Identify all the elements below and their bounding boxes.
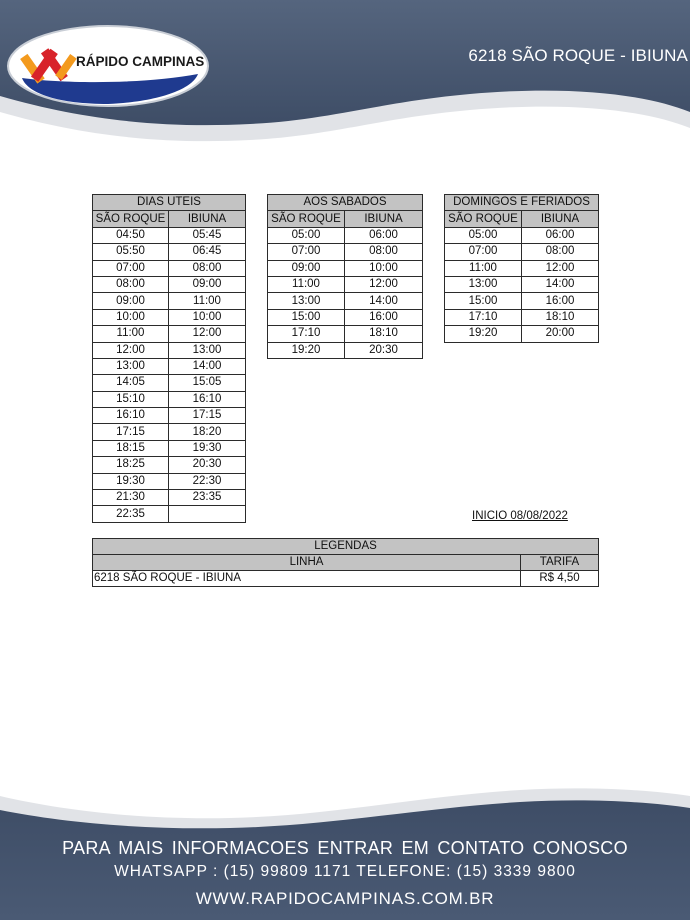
table-row [268, 342, 423, 358]
departure-ibiuna: 05:45 [169, 227, 246, 243]
column-header-sao-roque: SÃO ROQUE [445, 211, 522, 227]
departure-ibiuna: 12:00 [522, 260, 599, 276]
departure-ibiuna: 06:00 [345, 227, 423, 243]
table-row [93, 473, 246, 489]
departure-sao-roque: 05:00 [445, 227, 522, 243]
departure-sao-roque: 07:00 [268, 244, 345, 260]
departure-sao-roque: 11:00 [268, 276, 345, 292]
saturdays-schedule-table [267, 194, 423, 359]
departure-ibiuna: 09:00 [169, 276, 246, 292]
departure-ibiuna: 22:30 [169, 473, 246, 489]
table-row [268, 293, 423, 309]
footer-contact-text: WHATSAPP : (15) 99809 1171 TELEFONE: (15) 3339 9800 [114, 863, 576, 880]
departure-ibiuna: 06:45 [169, 244, 246, 260]
departure-sao-roque: 05:00 [268, 227, 345, 243]
departure-ibiuna: 15:05 [169, 375, 246, 391]
legend-fare-value: R$ 4,50 [521, 571, 599, 587]
departure-ibiuna: 18:10 [522, 309, 599, 325]
departure-ibiuna: 14:00 [169, 358, 246, 374]
table-caption: DIAS UTEIS [93, 195, 246, 211]
departure-ibiuna: 16:00 [345, 309, 423, 325]
departure-ibiuna: 08:00 [169, 260, 246, 276]
table-row [93, 260, 246, 276]
departure-sao-roque: 11:00 [93, 326, 169, 342]
departure-ibiuna: 14:00 [522, 276, 599, 292]
departure-sao-roque: 09:00 [93, 293, 169, 309]
table-row [93, 375, 246, 391]
departure-sao-roque: 09:00 [268, 260, 345, 276]
footer-info-text: PARA MAIS INFORMACOES ENTRAR EM CONTATO CONOSCO [62, 838, 628, 858]
departure-ibiuna: 16:10 [169, 391, 246, 407]
departure-ibiuna: 18:20 [169, 424, 246, 440]
departure-sao-roque: 11:00 [445, 260, 522, 276]
table-row [445, 326, 599, 342]
legend-line-header: LINHA [93, 555, 521, 571]
departure-sao-roque: 19:20 [445, 326, 522, 342]
departure-sao-roque: 15:00 [445, 293, 522, 309]
table-row [93, 276, 246, 292]
departure-sao-roque: 12:00 [93, 342, 169, 358]
table-row [268, 260, 423, 276]
departure-ibiuna: 18:10 [345, 326, 423, 342]
departure-ibiuna: 14:00 [345, 293, 423, 309]
departure-sao-roque: 17:10 [445, 309, 522, 325]
departure-ibiuna: 12:00 [169, 326, 246, 342]
departure-sao-roque: 19:30 [93, 473, 169, 489]
departure-ibiuna: 20:00 [522, 326, 599, 342]
departure-sao-roque: 22:35 [93, 506, 169, 522]
departure-ibiuna: 23:35 [169, 490, 246, 506]
departure-sao-roque: 18:25 [93, 457, 169, 473]
table-row [93, 309, 246, 325]
brand-name: RÁPIDO CAMPINAS [76, 54, 205, 69]
footer-website-link[interactable]: WWW.RAPIDOCAMPINAS.COM.BR [195, 889, 495, 908]
table-row [93, 440, 246, 456]
column-header-sao-roque: SÃO ROQUE [268, 211, 345, 227]
departure-sao-roque: 10:00 [93, 309, 169, 325]
table-row [268, 244, 423, 260]
table-row [445, 309, 599, 325]
table-row [268, 227, 423, 243]
table-row [93, 457, 246, 473]
departure-ibiuna: 08:00 [345, 244, 423, 260]
legend-fare-header: TARIFA [521, 555, 599, 571]
table-row [268, 276, 423, 292]
table-caption: AOS SABADOS [268, 195, 423, 211]
table-row [445, 260, 599, 276]
departure-sao-roque: 14:05 [93, 375, 169, 391]
departure-sao-roque: 18:15 [93, 440, 169, 456]
departure-sao-roque: 08:00 [93, 276, 169, 292]
table-row [445, 244, 599, 260]
departure-sao-roque: 17:15 [93, 424, 169, 440]
table-row [93, 244, 246, 260]
legend-table [92, 538, 599, 587]
departure-ibiuna: 19:30 [169, 440, 246, 456]
table-row [93, 326, 246, 342]
table-caption: DOMINGOS E FERIADOS [445, 195, 599, 211]
departure-ibiuna: 13:00 [169, 342, 246, 358]
departure-sao-roque: 13:00 [268, 293, 345, 309]
table-row [268, 326, 423, 342]
departure-sao-roque: 07:00 [93, 260, 169, 276]
table-row [93, 506, 246, 522]
sundays-holidays-schedule-table [444, 194, 599, 343]
departure-sao-roque: 04:50 [93, 227, 169, 243]
departure-sao-roque: 21:30 [93, 490, 169, 506]
rapido-campinas-logo [6, 24, 210, 108]
column-header-ibiuna: IBIUNA [522, 211, 599, 227]
table-row [93, 342, 246, 358]
departure-sao-roque: 15:00 [268, 309, 345, 325]
column-header-sao-roque: SÃO ROQUE [93, 211, 169, 227]
departure-ibiuna: 08:00 [522, 244, 599, 260]
column-header-ibiuna: IBIUNA [169, 211, 246, 227]
departure-ibiuna [169, 506, 246, 522]
departure-sao-roque: 19:20 [268, 342, 345, 358]
departure-ibiuna: 20:30 [345, 342, 423, 358]
legend-line-name: 6218 SÃO ROQUE - IBIUNA [93, 571, 521, 587]
table-row [93, 293, 246, 309]
departure-sao-roque: 15:10 [93, 391, 169, 407]
table-row [445, 276, 599, 292]
table-row [93, 391, 246, 407]
departure-ibiuna: 06:00 [522, 227, 599, 243]
departure-ibiuna: 11:00 [169, 293, 246, 309]
table-row [445, 227, 599, 243]
table-row [93, 408, 246, 424]
departure-ibiuna: 10:00 [345, 260, 423, 276]
table-row [93, 490, 246, 506]
departure-sao-roque: 13:00 [93, 358, 169, 374]
table-row [93, 227, 246, 243]
table-row [93, 358, 246, 374]
start-date: INICIO 08/08/2022 [472, 510, 568, 522]
departure-ibiuna: 12:00 [345, 276, 423, 292]
departure-ibiuna: 20:30 [169, 457, 246, 473]
departure-sao-roque: 17:10 [268, 326, 345, 342]
legend-caption: LEGENDAS [93, 539, 599, 555]
departure-sao-roque: 13:00 [445, 276, 522, 292]
departure-ibiuna: 17:15 [169, 408, 246, 424]
departure-sao-roque: 07:00 [445, 244, 522, 260]
departure-ibiuna: 16:00 [522, 293, 599, 309]
departure-sao-roque: 05:50 [93, 244, 169, 260]
table-row [268, 309, 423, 325]
column-header-ibiuna: IBIUNA [345, 211, 423, 227]
departure-sao-roque: 16:10 [93, 408, 169, 424]
table-row [93, 424, 246, 440]
departure-ibiuna: 10:00 [169, 309, 246, 325]
route-title: 6218 SÃO ROQUE - IBIUNA [468, 46, 688, 65]
table-row [445, 293, 599, 309]
weekdays-schedule-table [92, 194, 246, 523]
